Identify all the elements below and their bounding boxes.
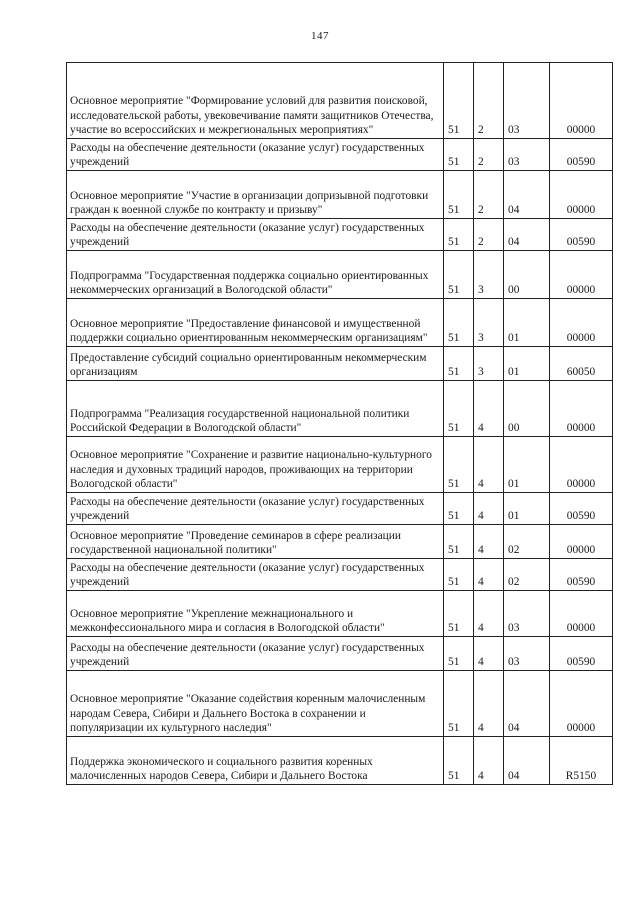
row-description: Основное мероприятие "Участие в организации допризывной подготовки граждан к военной службе по контракту и призыву" [67, 171, 444, 219]
code-cell-subprogram: 4 [474, 559, 504, 591]
code-cell-subprogram: 4 [474, 591, 504, 637]
budget-table [66, 62, 613, 785]
table-row [67, 671, 613, 737]
code-cell-program: 51 [444, 559, 474, 591]
code-cell-measure: 04 [504, 671, 550, 737]
code-cell-program: 51 [444, 381, 474, 437]
code-cell-direction: 00590 [550, 637, 613, 671]
code-cell-measure: 03 [504, 139, 550, 171]
code-cell-direction: 00000 [550, 671, 613, 737]
code-cell-program: 51 [444, 171, 474, 219]
code-cell-subprogram: 4 [474, 737, 504, 785]
code-cell-direction: 00590 [550, 139, 613, 171]
code-cell-program: 51 [444, 437, 474, 493]
table-row [67, 559, 613, 591]
code-cell-direction: 60050 [550, 347, 613, 381]
code-cell-direction: R5150 [550, 737, 613, 785]
table-row [67, 219, 613, 251]
budget-table-body [67, 63, 613, 785]
row-description: Расходы на обеспечение деятельности (оказание услуг) государственных учреждений [67, 493, 444, 525]
row-description: Расходы на обеспечение деятельности (оказание услуг) государственных учреждений [67, 559, 444, 591]
code-cell-measure: 01 [504, 299, 550, 347]
code-cell-subprogram: 2 [474, 139, 504, 171]
code-cell-direction: 00000 [550, 381, 613, 437]
code-cell-subprogram: 2 [474, 219, 504, 251]
code-cell-measure: 03 [504, 637, 550, 671]
code-cell-direction: 00590 [550, 219, 613, 251]
row-description: Расходы на обеспечение деятельности (оказание услуг) государственных учреждений [67, 637, 444, 671]
code-cell-subprogram: 4 [474, 381, 504, 437]
code-cell-program: 51 [444, 525, 474, 559]
code-cell-measure: 02 [504, 559, 550, 591]
code-cell-subprogram: 3 [474, 347, 504, 381]
row-description: Основное мероприятие "Сохранение и развитие национально-культурного наследия и духовных традиций народов, проживающих на территории Вологодской области" [67, 437, 444, 493]
code-cell-measure: 01 [504, 437, 550, 493]
code-cell-program: 51 [444, 63, 474, 139]
code-cell-subprogram: 4 [474, 671, 504, 737]
code-cell-measure: 02 [504, 525, 550, 559]
code-cell-direction: 00000 [550, 251, 613, 299]
code-cell-program: 51 [444, 347, 474, 381]
code-cell-measure: 03 [504, 63, 550, 139]
table-row [67, 139, 613, 171]
row-description: Предоставление субсидий социально ориентированным некоммерческим организациям [67, 347, 444, 381]
code-cell-program: 51 [444, 219, 474, 251]
code-cell-direction: 00000 [550, 171, 613, 219]
code-cell-measure: 00 [504, 381, 550, 437]
code-cell-measure: 01 [504, 493, 550, 525]
code-cell-measure: 04 [504, 171, 550, 219]
code-cell-direction: 00000 [550, 63, 613, 139]
code-cell-program: 51 [444, 493, 474, 525]
code-cell-subprogram: 3 [474, 251, 504, 299]
row-description: Основное мероприятие "Проведение семинаров в сфере реализации государственной национальной политики" [67, 525, 444, 559]
code-cell-direction: 00590 [550, 493, 613, 525]
code-cell-program: 51 [444, 637, 474, 671]
table-row [67, 299, 613, 347]
table-row [67, 381, 613, 437]
table-row [67, 437, 613, 493]
row-description: Подпрограмма "Реализация государственной национальной политики Российской Федерации в Вологодской области" [67, 381, 444, 437]
code-cell-measure: 04 [504, 219, 550, 251]
code-cell-direction: 00000 [550, 591, 613, 637]
code-cell-direction: 00000 [550, 437, 613, 493]
code-cell-program: 51 [444, 591, 474, 637]
page-number: 147 [311, 30, 329, 42]
row-description: Поддержка экономического и социального развития коренных малочисленных народов Севера, Сибири и Дальнего Востока [67, 737, 444, 785]
row-description: Основное мероприятие "Укрепление межнационального и межконфессионального мира и согласия в Вологодской области" [67, 591, 444, 637]
code-cell-subprogram: 4 [474, 493, 504, 525]
table-row [67, 591, 613, 637]
code-cell-direction: 00000 [550, 525, 613, 559]
row-description: Расходы на обеспечение деятельности (оказание услуг) государственных учреждений [67, 219, 444, 251]
row-description: Основное мероприятие "Предоставление финансовой и имущественной поддержки социально ориентированным некоммерческим организациям" [67, 299, 444, 347]
code-cell-subprogram: 3 [474, 299, 504, 347]
code-cell-measure: 01 [504, 347, 550, 381]
code-cell-measure: 04 [504, 737, 550, 785]
code-cell-subprogram: 2 [474, 171, 504, 219]
table-row [67, 171, 613, 219]
row-description: Основное мероприятие "Формирование условий для развития поисковой, исследовательской работы, увековечивание памяти защитников Отечества, участие во всероссийских и межрегиональных мероприятиях" [67, 63, 444, 139]
table-row [67, 525, 613, 559]
code-cell-subprogram: 4 [474, 437, 504, 493]
table-row [67, 63, 613, 139]
code-cell-program: 51 [444, 251, 474, 299]
code-cell-subprogram: 4 [474, 637, 504, 671]
code-cell-program: 51 [444, 139, 474, 171]
code-cell-program: 51 [444, 737, 474, 785]
code-cell-measure: 03 [504, 591, 550, 637]
table-row [67, 251, 613, 299]
code-cell-program: 51 [444, 299, 474, 347]
row-description: Основное мероприятие "Оказание содействия коренным малочисленным народам Севера, Сибири и Дальнего Востока в сохранении и популяризации их культурного наследия" [67, 671, 444, 737]
code-cell-direction: 00000 [550, 299, 613, 347]
table-row [67, 347, 613, 381]
row-description: Расходы на обеспечение деятельности (оказание услуг) государственных учреждений [67, 139, 444, 171]
code-cell-program: 51 [444, 671, 474, 737]
code-cell-subprogram: 2 [474, 63, 504, 139]
code-cell-measure: 00 [504, 251, 550, 299]
table-row [67, 737, 613, 785]
table-row [67, 637, 613, 671]
code-cell-subprogram: 4 [474, 525, 504, 559]
table-row [67, 493, 613, 525]
code-cell-direction: 00590 [550, 559, 613, 591]
row-description: Подпрограмма "Государственная поддержка социально ориентированных некоммерческих организаций в Вологодской области" [67, 251, 444, 299]
